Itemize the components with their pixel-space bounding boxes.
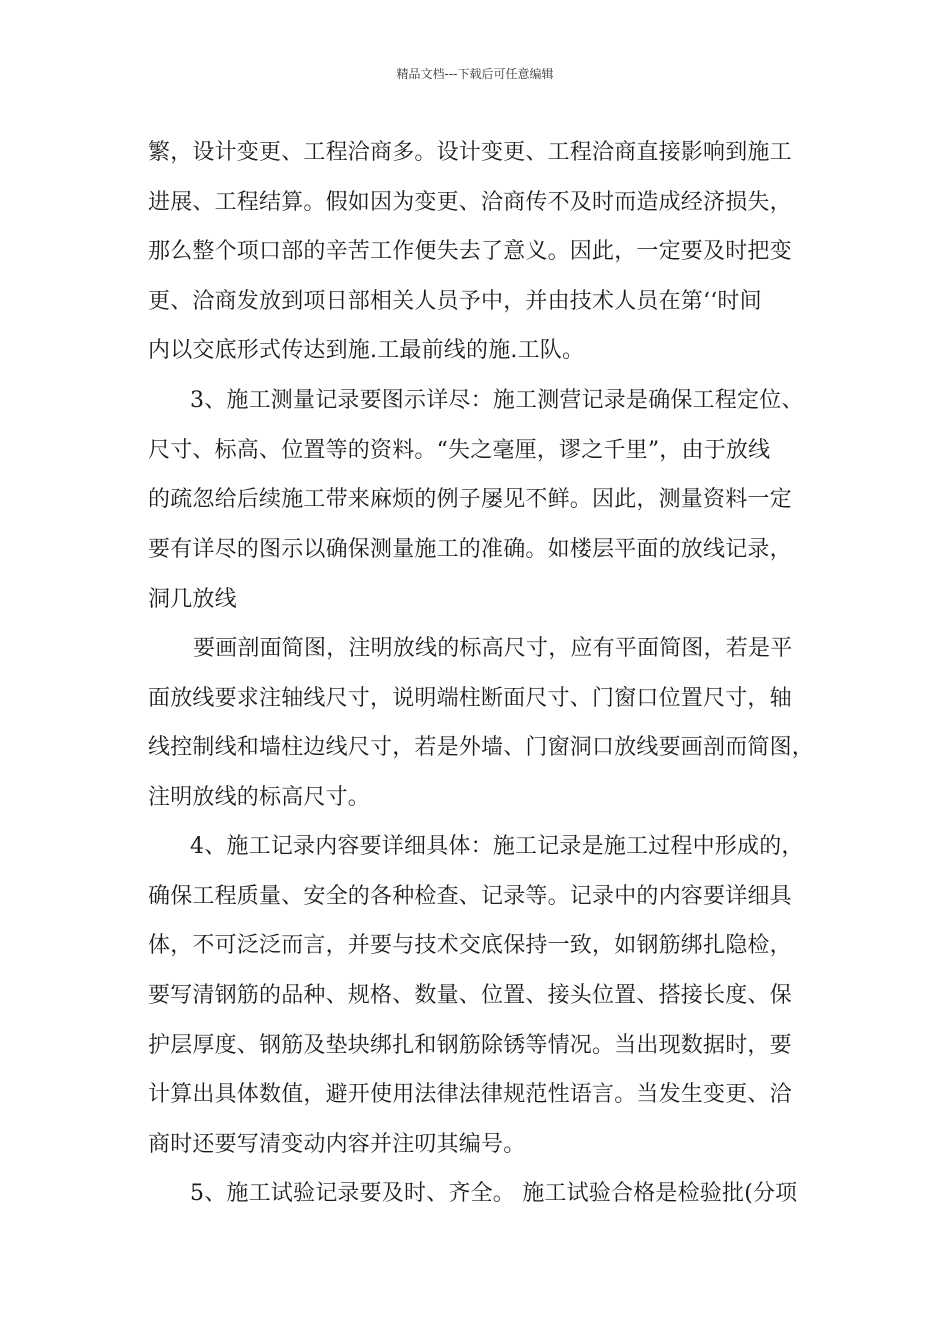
text-line: 3、施工测量记录要图示详尽：施工测营记录是确保工程定位、 bbox=[190, 388, 804, 413]
text-line: 尺寸、标高、位置等的资料。“失之毫厘，谬之千里”，由于放线 bbox=[148, 438, 771, 463]
page-header: 精品文档---下载后可任意编辑 bbox=[396, 67, 554, 81]
text-line: 更、洽商发放到项日部相关人员予中，并由技术人员在第‘‘时间 bbox=[148, 289, 762, 314]
text-line: 护层厚度、钢筋及垫块绑扎和钢筋除锈等情况。当出现数据时，要 bbox=[148, 1033, 792, 1058]
text-line: 线控制线和墙柱边线尺寸，若是外墙、门窗洞口放线要画剖而简图， bbox=[148, 735, 815, 760]
text-line: 注明放线的标高尺寸。 bbox=[148, 785, 371, 810]
text-line: 4、施工记录内容要详细具体：施工记录是施工过程中形成的， bbox=[190, 834, 804, 859]
text-line: 商时还要写清变动内容并注叨其编号。 bbox=[148, 1132, 526, 1157]
text-line: 繁，设计变更、工程洽商多。设计变更、工程洽商直接影响到施工 bbox=[148, 140, 792, 165]
text-line: 计算出具体数值，避开使用法律法律规范性语言。当发生变更、洽 bbox=[148, 1082, 792, 1107]
text-line: 洞几放线 bbox=[148, 587, 237, 612]
text-line: 要有详尽的图示以确保测量施工的准确。如楼层平面的放线记录， bbox=[148, 537, 792, 562]
text-line: 内以交底形式传达到施.工最前线的施.工队。 bbox=[148, 338, 585, 363]
text-line: 进展、工程结算。假如因为变更、洽商传不及时而造成经济损失， bbox=[148, 190, 792, 215]
text-line: 面放线要求注轴线尺寸，说明端柱断面尺寸、门窗口位置尺寸，轴 bbox=[148, 686, 792, 711]
text-line: 体，不可泛泛而言，并要与技术交底保持一致，如钢筋绑扎隐检， bbox=[148, 933, 792, 958]
text-line: 的疏忽给后续施工带来麻烦的例子屡见不鲜。因此，测量资料一定 bbox=[148, 487, 792, 512]
text-line: 那么整个项口部的辛苦工作便失去了意义。因此，一定要及时把变 bbox=[148, 239, 792, 264]
text-line: 要写清钢筋的品种、规格、数量、位置、接头位置、搭接长度、保 bbox=[148, 983, 792, 1008]
text-line: 确保工程质量、安全的各种检查、记录等。记录中的内容要详细具 bbox=[148, 884, 792, 909]
text-line: 要画剖面简图，注明放线的标高尺寸，应有平面简图，若是平 bbox=[193, 636, 793, 661]
text-line: 5、施工试验记录要及时、齐全。 施工试验合格是检验批(分项 bbox=[190, 1181, 798, 1206]
